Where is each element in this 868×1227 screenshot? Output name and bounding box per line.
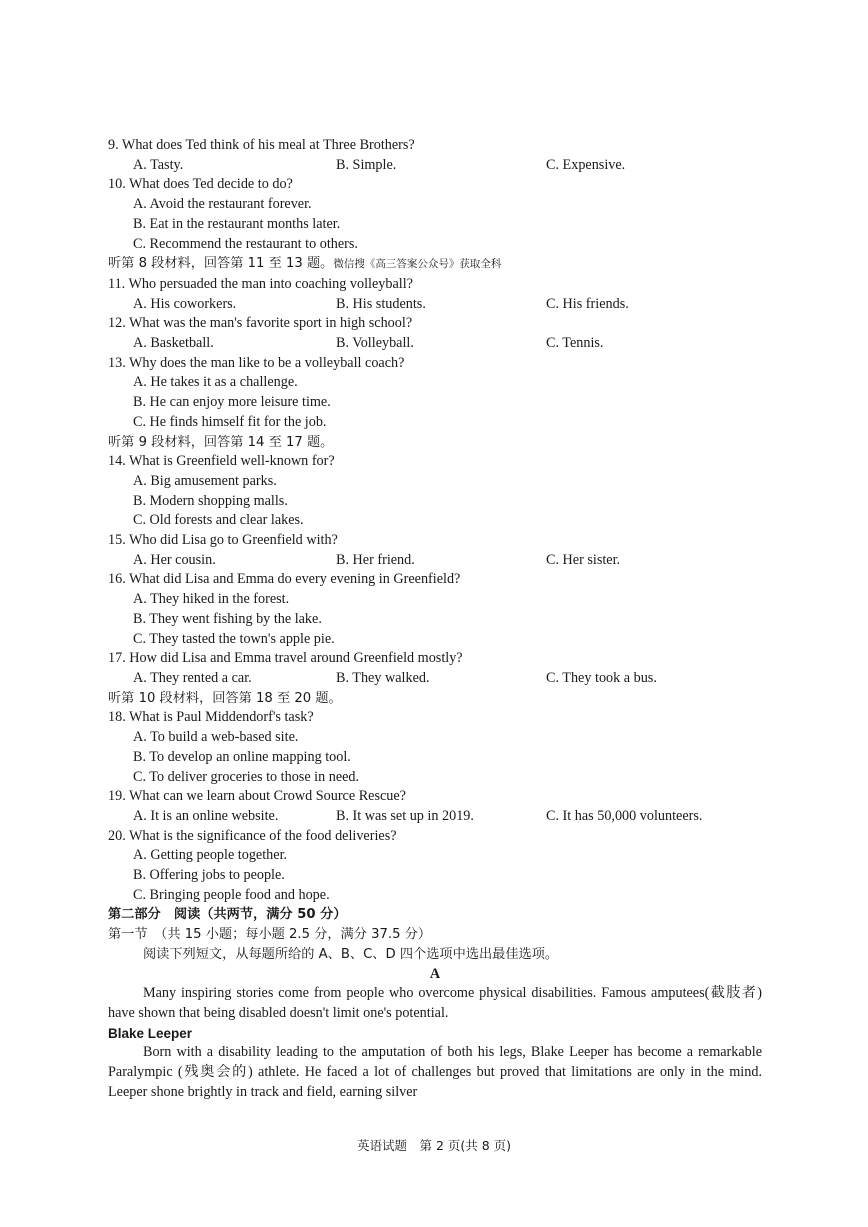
- q19-options: [108, 807, 762, 827]
- q17-option-c: C. They took a bus.: [546, 669, 657, 686]
- q16-option-c: C. They tasted the town's apple pie.: [133, 630, 335, 647]
- q13-option-a: A. He takes it as a challenge.: [133, 374, 298, 391]
- q18-option-b: B. To develop an online mapping tool.: [133, 748, 351, 765]
- q20-option-b: B. Offering jobs to people.: [133, 867, 285, 884]
- q9-option-a: A. Tasty.: [133, 156, 184, 173]
- q10-option-a: A. Avoid the restaurant forever.: [133, 196, 312, 213]
- q12-option-c: C. Tennis.: [546, 335, 604, 352]
- q9-option-c: C. Expensive.: [546, 156, 626, 173]
- exam-page: [108, 136, 762, 1102]
- instruction-10: 听第 10 段材料，回答第 18 至 20 题。: [108, 690, 342, 706]
- q11-options: [108, 295, 762, 315]
- q10-option-c: C. Recommend the restaurant to others.: [133, 235, 358, 252]
- passage-letter: A: [429, 965, 441, 982]
- q13-option-c: C. He finds himself fit for the job.: [133, 413, 327, 430]
- q19-option-a: A. It is an online website.: [133, 807, 279, 824]
- q14-option-c: C. Old forests and clear lakes.: [133, 512, 304, 529]
- q15-option-c: C. Her sister.: [546, 551, 621, 568]
- q19-stem: 19. What can we learn about Crowd Source Rescue?: [108, 788, 406, 805]
- q10-option-b: B. Eat in the restaurant months later.: [133, 215, 341, 232]
- q17-option-a: A. They rented a car.: [133, 669, 252, 686]
- q15-option-a: A. Her cousin.: [133, 551, 216, 568]
- page-footer: 英语试题 第 2 页(共 8 页): [356, 1138, 512, 1153]
- q15-option-b: B. Her friend.: [336, 551, 415, 568]
- q18-option-a: A. To build a web-based site.: [133, 729, 299, 746]
- q9-stem: 9. What does Ted think of his meal at Three Brothers?: [108, 137, 415, 153]
- q20-stem: 20. What is the significance of the food deliveries?: [108, 827, 397, 844]
- q12-option-b: B. Volleyball.: [336, 335, 414, 352]
- q12-option-a: A. Basketball.: [133, 335, 214, 352]
- q17-stem: 17. How did Lisa and Emma travel around Greenfield mostly?: [108, 650, 463, 667]
- q9-option-b: B. Simple.: [336, 156, 397, 173]
- q10-stem: 10. What does Ted decide to do?: [108, 176, 293, 193]
- instruction-9: 听第 9 段材料，回答第 14 至 17 题。: [108, 434, 334, 450]
- q12-options: [108, 334, 762, 354]
- q16-option-b: B. They went fishing by the lake.: [133, 610, 322, 627]
- q20-option-a: A. Getting people together.: [133, 847, 288, 864]
- q14-option-a: A. Big amusement parks.: [133, 472, 277, 489]
- q9-options: [108, 156, 762, 176]
- section-one-heading: 第一节 （共 15 小题；每小题 2.5 分，满分 37.5 分）: [108, 927, 432, 943]
- q18-stem: 18. What is Paul Middendorf's task?: [108, 709, 314, 726]
- q13-option-b: B. He can enjoy more leisure time.: [133, 394, 331, 411]
- q15-options: [108, 551, 762, 571]
- reading-instruction: 阅读下列短文，从每题所给的 A、B、C、D 四个选项中选出最佳选项。: [143, 946, 559, 962]
- instruction-8-note: 微信搜《高三答案公众号》获取全科: [333, 258, 502, 271]
- q12-stem: 12. What was the man's favorite sport in high school?: [108, 315, 413, 332]
- q16-option-a: A. They hiked in the forest.: [133, 591, 290, 608]
- part-two-heading: 第二部分 阅读（共两节，满分 50 分）: [108, 907, 347, 923]
- instruction-8: [108, 254, 762, 275]
- q19-option-c: C. It has 50,000 volunteers.: [546, 807, 703, 824]
- q14-option-b: B. Modern shopping malls.: [133, 492, 288, 509]
- q17-option-b: B. They walked.: [336, 669, 430, 686]
- q16-stem: 16. What did Lisa and Emma do every evening in Greenfield?: [108, 571, 461, 588]
- q20-option-c: C. Bringing people food and hope.: [133, 886, 330, 903]
- passage-paragraph-2: Born with a disability leading to the amputation of both his legs, Blake Leeper has become a remarkable Paralympic (残奥会的) athlete. He faced a lot of challenges but proved that limitations are only in the mind. Leeper shone brightly in track and field, earning silver: [108, 1044, 762, 1100]
- q11-option-a: A. His coworkers.: [133, 295, 237, 312]
- passage-subheading: Blake Leeper: [108, 1025, 193, 1041]
- q11-option-c: C. His friends.: [546, 295, 629, 312]
- q11-stem: 11. Who persuaded the man into coaching volleyball?: [108, 275, 413, 292]
- q13-stem: 13. Why does the man like to be a volleyball coach?: [108, 354, 405, 371]
- q17-options: [108, 669, 762, 689]
- q14-stem: 14. What is Greenfield well-known for?: [108, 453, 335, 470]
- q11-option-b: B. His students.: [336, 295, 426, 312]
- q15-stem: 15. Who did Lisa go to Greenfield with?: [108, 532, 338, 549]
- instruction-8-text: 听第 8 段材料，回答第 11 至 13 题。: [108, 256, 334, 272]
- passage-paragraph-1: Many inspiring stories come from people who overcome physical disabilities. Famous amputees(截肢者) have shown that being disabled doesn't limit one's potential.: [108, 985, 762, 1021]
- q19-option-b: B. It was set up in 2019.: [336, 807, 474, 824]
- q18-option-c: C. To deliver groceries to those in need.: [133, 768, 360, 785]
